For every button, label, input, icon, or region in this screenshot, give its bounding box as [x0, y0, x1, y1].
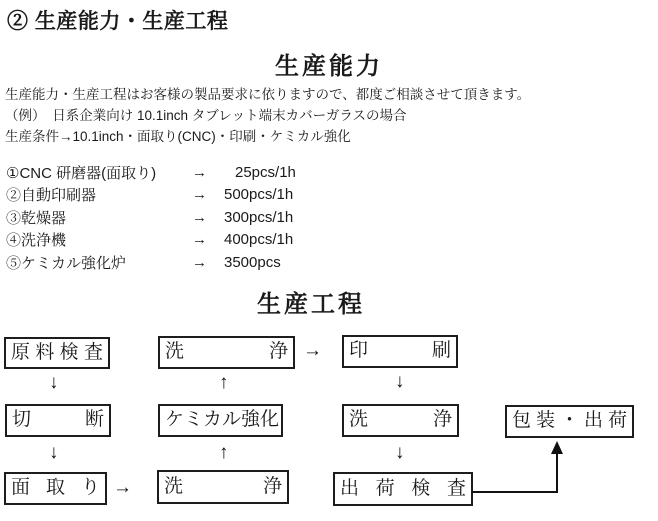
flow-box-chemical-strengthening: ケミカル強化 [158, 404, 283, 437]
flow-box-chamfering: 面取り [4, 472, 107, 505]
machine-capacity-value: 500pcs/1h [224, 186, 294, 204]
machine-capacity-value: 3500pcs [224, 253, 281, 271]
machine-label: ④洗浄機 [6, 232, 67, 250]
arrow-right-icon: → [192, 231, 207, 249]
machine-capacity-value: 400pcs/1h [224, 231, 294, 249]
arrow-right-icon: → [192, 253, 207, 271]
intro-line-2: （例） 日系企業向け 10.1inch タブレット端末カバーガラスの場合 [5, 108, 407, 123]
flow-box-washing-bottom: 洗浄 [157, 470, 289, 504]
arrow-right-icon: → [113, 477, 132, 498]
flow-box-printing: 印刷 [342, 335, 458, 368]
arrow-right-icon: → [192, 163, 207, 181]
machine-capacity-value: 25pcs/1h [235, 163, 296, 181]
machine-label: ②自動印刷器 [6, 187, 97, 205]
capacity-section-title: 生産能力 [275, 53, 383, 80]
machine-label: ⑤ケミカル強化炉 [6, 254, 127, 272]
flow-box-washing-top: 洗浄 [158, 336, 295, 369]
arrow-down-icon: ↓ [395, 442, 405, 463]
page-title: ② 生産能力・生産工程 [7, 10, 229, 33]
flow-box-shipping-inspection: 出荷検査 [333, 472, 473, 506]
machine-label: ①CNC 研磨器(面取り) [6, 164, 157, 182]
arrow-up-icon: ↑ [219, 372, 229, 393]
flow-box-washing-middle: 洗浄 [342, 404, 459, 437]
arrow-up-icon: ↑ [219, 442, 229, 463]
flow-box-cutting: 切断 [5, 404, 111, 437]
arrow-down-icon: ↓ [395, 371, 405, 392]
machine-capacity-value: 300pcs/1h [224, 208, 294, 226]
arrow-right-icon: → [192, 186, 207, 204]
bent-arrow-connector [471, 437, 565, 497]
arrow-right-icon: → [192, 208, 207, 226]
intro-line-1: 生産能力・生産工程はお客様の製品要求に依りますので、都度ご相談させて頂きます。 [5, 87, 531, 102]
flow-box-packing-shipping: 包装・出荷 [505, 405, 634, 438]
process-section-title: 生産工程 [257, 291, 365, 318]
arrow-down-icon: ↓ [49, 372, 59, 393]
arrow-down-icon: ↓ [49, 442, 59, 463]
intro-line-3: 生産条件→10.1inch・面取り(CNC)・印刷・ケミカル強化 [5, 129, 351, 144]
arrow-right-icon: → [303, 340, 322, 361]
machine-label: ③乾燥器 [6, 209, 67, 227]
flow-box-raw-material-inspection: 原料検査 [4, 337, 110, 369]
